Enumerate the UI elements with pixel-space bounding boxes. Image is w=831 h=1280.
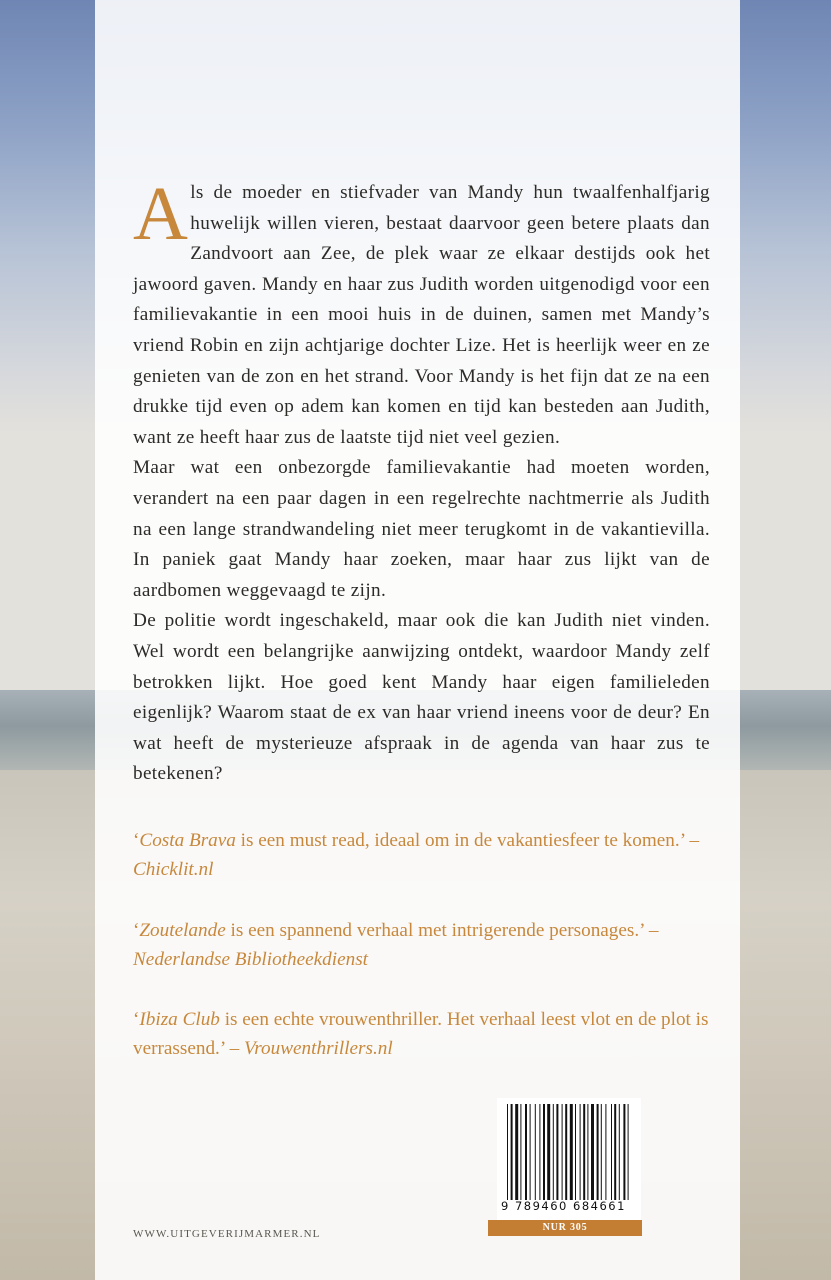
publisher-website: WWW.UITGEVERIJMARMER.NL xyxy=(133,1228,321,1240)
barcode-bar xyxy=(605,1104,606,1200)
barcode-bar xyxy=(591,1104,594,1200)
barcode-bar xyxy=(520,1104,521,1200)
quote-book-title: Costa Brava xyxy=(139,830,236,851)
blurb-paragraph-1 xyxy=(133,172,710,453)
blurb-paragraph-1-text: ls de moeder en stiefvader van Mandy hun twaalfenhalfjarig huwelijk willen vieren, bestaat daarvoor geen betere plaats dan Zandvoort aan Zee, de plek waar ze elkaar destijds ook het jawoord gaven. Mandy en haar zus Judith worden uitgenodigd voor een familievakantie in een mooi huis in de duinen, samen met Mandy’s vriend Robin en zijn achtjarige dochter Lize. Het is heerlijk weer en ze genieten van de zon en het strand. Voor Mandy is het fijn dat ze na een drukke tijd even op adem kan komen en tijd kan besteden aan Judith, want ze heeft haar zus de laatste tijd niet veel gezien. xyxy=(133,182,710,448)
barcode-bar xyxy=(530,1104,531,1200)
barcode-bar xyxy=(597,1104,599,1200)
barcode xyxy=(497,1098,641,1228)
barcode-bar xyxy=(583,1104,585,1200)
barcode-bars xyxy=(507,1104,633,1200)
barcode-bar xyxy=(539,1104,540,1200)
barcode-bar xyxy=(623,1104,625,1200)
barcode-bar xyxy=(619,1104,620,1200)
review-quote-2: ‘Zoutelande is een spannend verhaal met intrigerende personages.’ – Nederlandse Bibliotheekdienst xyxy=(133,920,659,970)
blurb-paragraph-3: De politie wordt ingeschakeld, maar ook die kan Judith niet vinden. Wel wordt een belangrijke aanwijzing ontdekt, waardoor Mandy zelf betrokken lijkt. Hoe goed kent Mandy haar eigen familieleden eigenlijk? Waarom staat de ex van haar vriend ineens voor de deur? En wat heeft de mysterieuze afspraak in de agenda van haar zus te betekenen? xyxy=(133,610,710,785)
barcode-bar xyxy=(525,1104,527,1200)
barcode-bar xyxy=(515,1104,518,1200)
drop-cap: A xyxy=(133,172,189,256)
blurb-paragraph-2: Maar wat een onbezorgde familievakantie had moeten worden, verandert na een paar dagen in een regelrechte nachtmerrie als Judith na een lange strandwandeling niet meer terugkomt in de vakantievilla. In paniek gaat Mandy haar zoeken, maar haar zus lijkt van de aardbomen weggevaagd te zijn. xyxy=(133,457,710,601)
nur-code-label: NUR 305 xyxy=(488,1220,642,1236)
barcode-bar xyxy=(553,1104,554,1200)
barcode-bar xyxy=(556,1104,558,1200)
barcode-digits: 9 789460 684661 xyxy=(501,1199,626,1213)
barcode-bar xyxy=(611,1104,612,1200)
quote-book-title: Zoutelande xyxy=(139,920,226,941)
quote-source: Nederlandse Bibliotheekdienst xyxy=(133,949,368,970)
barcode-bar xyxy=(543,1104,545,1200)
barcode-bar xyxy=(614,1104,616,1200)
barcode-bar xyxy=(511,1104,513,1200)
barcode-bar xyxy=(535,1104,536,1200)
barcode-bar xyxy=(587,1104,588,1200)
barcode-bar xyxy=(547,1104,550,1200)
barcode-bar xyxy=(507,1104,508,1200)
barcode-bar xyxy=(570,1104,573,1200)
quote-book-title: Ibiza Club xyxy=(139,1009,220,1030)
barcode-bar xyxy=(580,1104,581,1200)
barcode-bar xyxy=(628,1104,629,1200)
quote-source: Vrouwenthrillers.nl xyxy=(244,1038,393,1059)
barcode-bar xyxy=(562,1104,563,1200)
blurb-text xyxy=(133,172,710,790)
barcode-bar xyxy=(575,1104,576,1200)
review-quote-3: ‘Ibiza Club is een echte vrouwenthriller. Het verhaal leest vlot en de plot is verrassend.’ – Vrouwenthrillers.nl xyxy=(133,1009,709,1059)
barcode-bar xyxy=(565,1104,567,1200)
review-quote-1: ‘Costa Brava is een must read, ideaal om in de vakantiesfeer te komen.’ – Chicklit.nl xyxy=(133,830,700,880)
barcode-bar xyxy=(601,1104,602,1200)
quote-source: Chicklit.nl xyxy=(133,859,214,880)
